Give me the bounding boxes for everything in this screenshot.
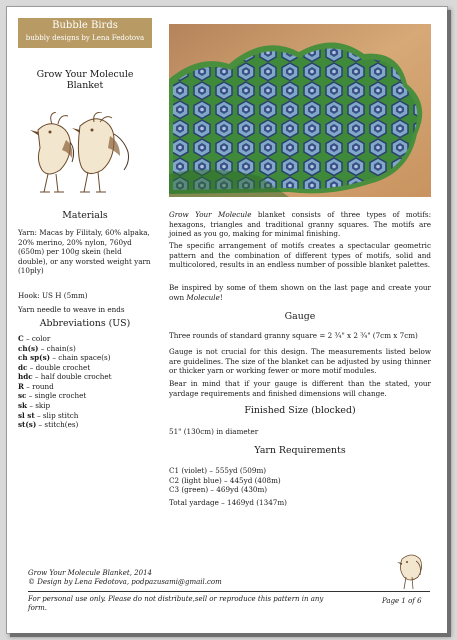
- materials-yarn-text: Yarn: Macas by Filitaly, 60% alpaka, 20% merino, 20% nylon, 760yd (650m) per 100g skein (held double), or any worsted weight yarn (10ply): [18, 228, 151, 276]
- abbreviations-list: [18, 334, 158, 430]
- gauge-heading: Gauge: [284, 311, 316, 322]
- footer-copyright: © Design by Lena Fedotova, podpazusami@gmail.com: [28, 578, 222, 586]
- abbr-item: sk – skip: [18, 401, 51, 411]
- materials-hook: Hook: US H (5mm): [18, 291, 88, 300]
- materials-yarn: [18, 228, 152, 276]
- abbr-item: st(s) – stitch(es): [18, 420, 79, 430]
- page-number: Page 1 of 6: [382, 597, 422, 605]
- bubble-birds-illustration: [28, 112, 148, 197]
- brand-banner-box: [18, 18, 152, 48]
- yarn-line-c2: C2 (light blue) – 445yd (408m): [169, 475, 281, 485]
- abbr-item: ch(s) – chain(s): [18, 343, 76, 353]
- page-shadow-bottom: [10, 633, 451, 637]
- finished-size-text: 51" (130cm) in diameter: [169, 427, 259, 436]
- footer-usage-notice: For personal use only. Please do not distribute,sell or reproduce this pattern in any form.: [28, 595, 324, 613]
- materials-heading: Materials: [62, 210, 108, 221]
- yarn-line-c3: C3 (green) – 469yd (430m): [169, 485, 268, 495]
- yarn-requirements-heading: Yarn Requirements: [254, 445, 346, 456]
- intro-paragraph-3: Be inspired by some of them shown on the last page and create your own Molecule!: [169, 283, 431, 302]
- footer-divider: [28, 591, 430, 592]
- gauge-paragraph-1: Three rounds of standard granny square = 2 ¾" x 2 ¾" (7cm x 7cm): [169, 331, 418, 340]
- yarn-requirements-list: [169, 466, 431, 495]
- blanket-photo: [169, 24, 431, 197]
- abbreviations-heading: Abbreviations (US): [39, 318, 131, 329]
- intro-design-name: Grow Your Molecule: [169, 210, 252, 219]
- bird-logo-icon: [394, 551, 426, 591]
- intro-paragraph-2: The specific arrangement of motifs creates a spectacular geometric pattern and the combination of different types of motifs, solid and multicolored, results in an endless number of possible blanket palettes.: [169, 241, 431, 270]
- abbr-item: hdc – half double crochet: [18, 372, 112, 382]
- abbr-item: sl st – slip stitch: [18, 410, 79, 420]
- total-yardage: Total yardage – 1469yd (1347m): [169, 498, 287, 507]
- intro-paragraph-1: [169, 210, 431, 239]
- gauge-paragraph-2: Gauge is not crucial for this design. The measurements listed below are guidelines. The size of the blanket can be adjusted by using thinner or thicker yarn or working fewer or more motif modules.: [169, 347, 431, 376]
- abbr-item: ch sp(s) – chain space(s): [18, 353, 111, 363]
- brand-tagline-text: bubbly designs by Lena Fedotova: [25, 34, 145, 42]
- yarn-line-c1: C1 (violet) – 555yd (509m): [169, 466, 267, 475]
- abbr-item: sc – single crochet: [18, 391, 87, 401]
- footer-title: Grow Your Molecule Blanket, 2014: [28, 569, 153, 577]
- abbr-item: C – color: [18, 334, 51, 343]
- abbr-item: R – round: [18, 381, 54, 391]
- pattern-title: Grow Your Molecule Blanket: [36, 69, 134, 91]
- materials-needle: Yarn needle to weave in ends: [18, 305, 125, 314]
- brand-name-text: Bubble Birds: [52, 20, 118, 31]
- finished-size-heading: Finished Size (blocked): [244, 405, 356, 416]
- page-shadow-right: [447, 10, 451, 636]
- abbr-item: dc – double crochet: [18, 362, 91, 372]
- gauge-paragraph-3: Bear in mind that if your gauge is different than the stated, your yardage requirements and finished dimensions will change.: [169, 379, 431, 398]
- intro-molecule: Molecule: [186, 292, 220, 302]
- intro-p1-text: blanket consists of three types of motifs: hexagons, triangles and traditional granny squares. The motifs are joined as you go, making for minimal finishing.: [169, 210, 431, 239]
